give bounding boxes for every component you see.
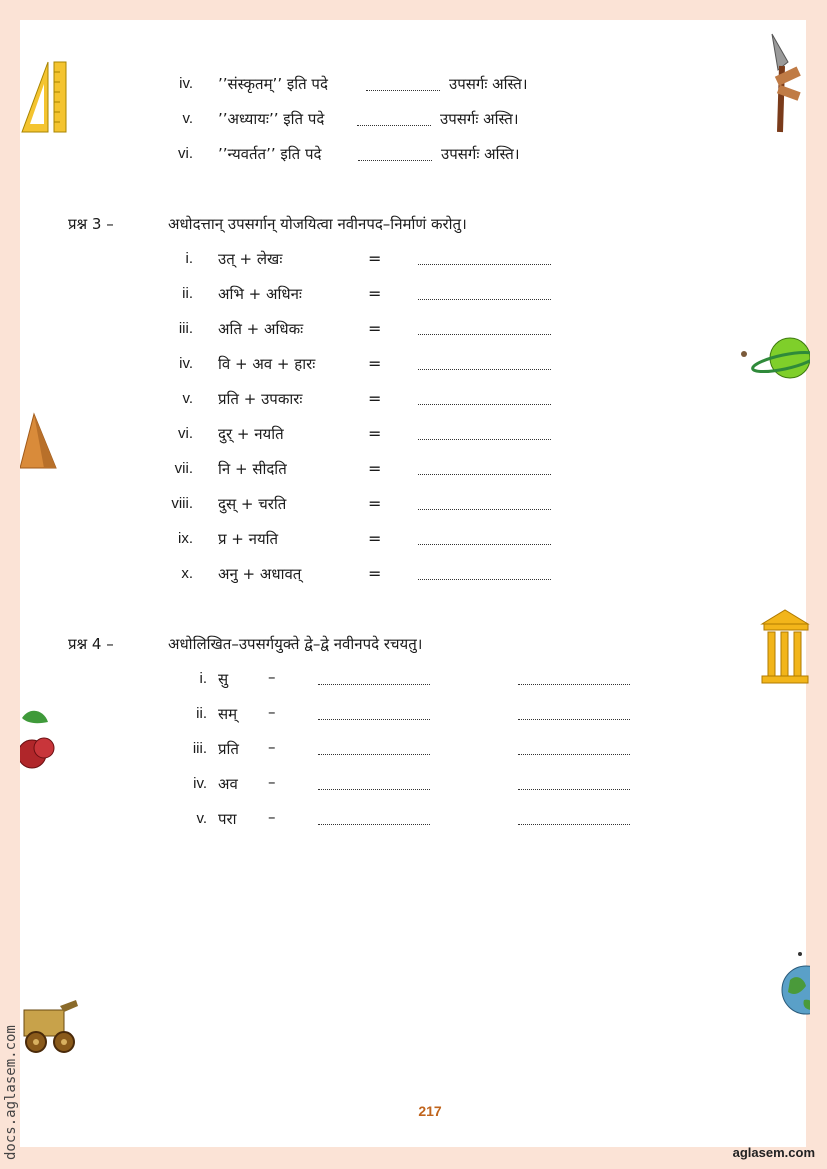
q4-item-number: iv. xyxy=(193,775,207,792)
answer-blank[interactable] xyxy=(418,509,551,510)
q3-item-number: v. xyxy=(182,390,193,407)
dash: – xyxy=(268,738,276,756)
q4-item-number: iii. xyxy=(192,740,207,757)
q2-item-text: ’’अध्यायः’’ इति पदे xyxy=(218,110,325,128)
answer-blank[interactable] xyxy=(418,579,551,580)
pyramid-icon xyxy=(20,412,60,470)
q3-item-expr: नि + सीदति xyxy=(218,460,287,478)
q4-item-prefix: अव xyxy=(218,775,238,793)
q4-instruction: अधोलिखित–उपसर्गयुक्ते द्वे–द्वे नवीनपदे रचयतु। xyxy=(168,635,423,653)
q4-item-prefix: परा xyxy=(218,810,237,828)
q4-item-prefix: प्रति xyxy=(218,740,239,758)
q3-item-expr: अभि + अधिनः xyxy=(218,285,302,303)
equals-sign: = xyxy=(368,284,382,303)
answer-blank-2[interactable] xyxy=(518,684,630,685)
q3-item-expr: दुस् + चरति xyxy=(218,495,287,513)
q4-item-prefix: सु xyxy=(218,670,229,688)
q3-item-number: vii. xyxy=(174,460,193,477)
q3-item-expr: अनु + अधावत् xyxy=(218,565,302,583)
answer-blank-2[interactable] xyxy=(518,754,630,755)
answer-blank-2[interactable] xyxy=(518,719,630,720)
q3-item-number: i. xyxy=(185,250,193,267)
q3-item-expr: दुर् + नयति xyxy=(218,425,284,443)
answer-blank[interactable] xyxy=(418,474,551,475)
fruit-plant-icon xyxy=(20,706,60,778)
q3-item-number: viii. xyxy=(171,495,193,512)
q4-item-number: ii. xyxy=(196,705,207,722)
answer-blank[interactable] xyxy=(418,334,551,335)
answer-blank-2[interactable] xyxy=(518,824,630,825)
q3-instruction: अधोदत्तान् उपसर्गान् योजयित्वा नवीनपद–निर्माणं करोतु। xyxy=(168,215,467,233)
answer-blank[interactable] xyxy=(418,369,551,370)
planet-icon xyxy=(740,336,810,384)
equals-sign: = xyxy=(368,564,382,583)
q3-item-number: vi. xyxy=(178,425,193,442)
answer-blank-2[interactable] xyxy=(518,789,630,790)
dash: – xyxy=(268,668,276,686)
q3-item-number: x. xyxy=(181,565,193,582)
footer-brand[interactable]: aglasem.com xyxy=(732,1145,815,1160)
equals-sign: = xyxy=(368,459,382,478)
q3-item-expr: प्रति + उपकारः xyxy=(218,390,303,408)
q2-item-number: vi. xyxy=(178,145,193,162)
stone-spear-icon xyxy=(766,32,810,136)
answer-blank[interactable] xyxy=(366,90,440,91)
ancient-cart-icon xyxy=(20,996,84,1058)
dash: – xyxy=(268,808,276,826)
q3-item-expr: प्र + नयति xyxy=(218,530,279,548)
q2-item-number: iv. xyxy=(179,75,193,92)
q4-item-number: i. xyxy=(199,670,207,687)
q2-item-text: ’’संस्कृतम्’’ इति पदे xyxy=(218,75,328,93)
equals-sign: = xyxy=(368,424,382,443)
equals-sign: = xyxy=(368,529,382,548)
q2-item-suffix: उपसर्गः अस्ति। xyxy=(440,110,519,128)
q3-item-number: iii. xyxy=(178,320,193,337)
answer-blank-1[interactable] xyxy=(318,789,430,790)
q4-item-number: v. xyxy=(196,810,207,827)
q3-item-expr: उत् + लेखः xyxy=(218,250,283,268)
q3-item-number: iv. xyxy=(179,355,193,372)
q2-item-suffix: उपसर्गः अस्ति। xyxy=(449,75,528,93)
dash: – xyxy=(268,773,276,791)
answer-blank[interactable] xyxy=(358,160,432,161)
equals-sign: = xyxy=(368,494,382,513)
answer-blank[interactable] xyxy=(418,404,551,405)
q3-label: प्रश्न 3 – xyxy=(68,215,114,233)
equals-sign: = xyxy=(368,389,382,408)
q2-item-number: v. xyxy=(182,110,193,127)
side-watermark: docs.aglasem.com xyxy=(3,1025,19,1160)
globe-icon xyxy=(776,950,810,1020)
answer-blank-1[interactable] xyxy=(318,754,430,755)
q2-item-suffix: उपसर्गः अस्ति। xyxy=(441,145,520,163)
ruler-triangle-icon xyxy=(20,58,68,136)
answer-blank[interactable] xyxy=(418,544,551,545)
q3-item-number: ii. xyxy=(182,285,193,302)
q3-item-expr: वि + अव + हारः xyxy=(218,355,316,373)
q2-item-text: ’’न्यवर्तत’’ इति पदे xyxy=(218,145,322,163)
worksheet-page xyxy=(20,20,806,1147)
temple-pillar-icon xyxy=(760,606,810,686)
answer-blank[interactable] xyxy=(418,299,551,300)
equals-sign: = xyxy=(368,319,382,338)
answer-blank-1[interactable] xyxy=(318,824,430,825)
q4-label: प्रश्न 4 – xyxy=(68,635,114,653)
answer-blank[interactable] xyxy=(357,125,431,126)
answer-blank-1[interactable] xyxy=(318,684,430,685)
dash: – xyxy=(268,703,276,721)
page-number: 217 xyxy=(418,1103,442,1119)
answer-blank[interactable] xyxy=(418,264,551,265)
answer-blank-1[interactable] xyxy=(318,719,430,720)
answer-blank[interactable] xyxy=(418,439,551,440)
q3-item-expr: अति + अधिकः xyxy=(218,320,304,338)
equals-sign: = xyxy=(368,249,382,268)
q3-item-number: ix. xyxy=(178,530,193,547)
q4-item-prefix: सम् xyxy=(218,705,238,723)
equals-sign: = xyxy=(368,354,382,373)
